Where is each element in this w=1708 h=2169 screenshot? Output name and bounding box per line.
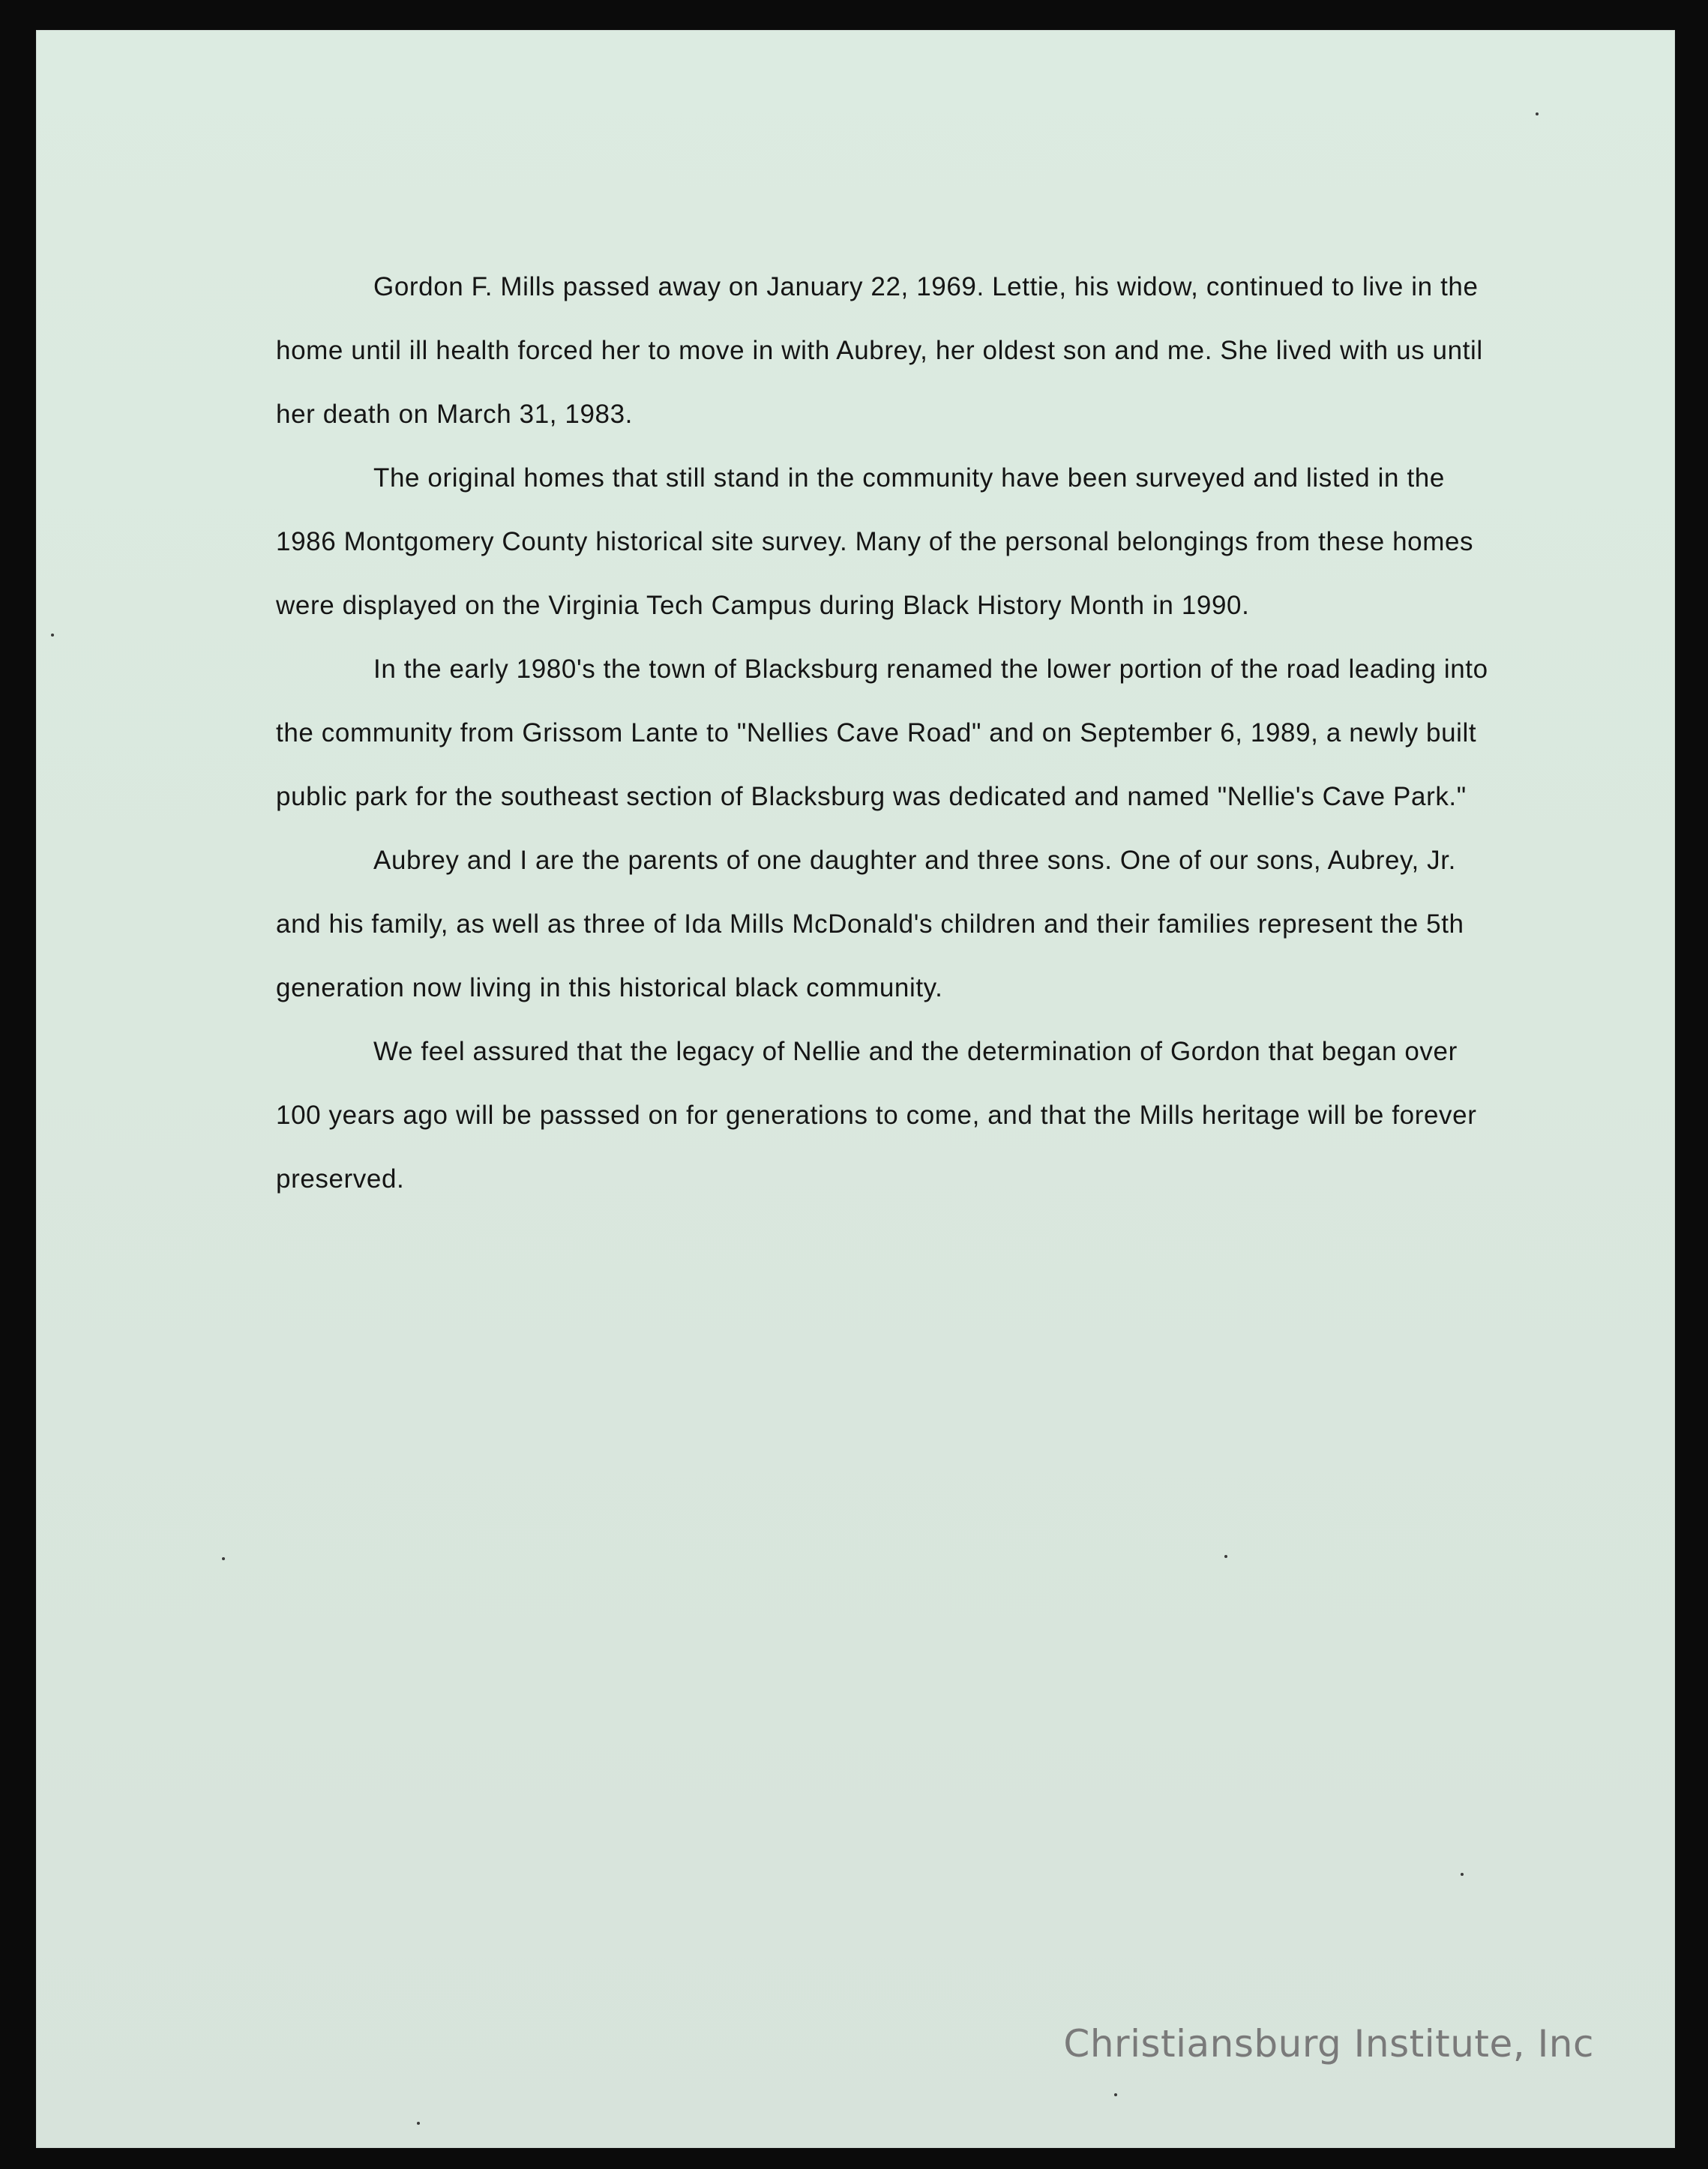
paper-speck	[417, 2122, 420, 2125]
paper-speck	[51, 634, 54, 637]
paragraph-4: Aubrey and I are the parents of one daughter and three sons. One of our sons, Aubrey, Jr. and his family, as well as three of Ida Mills McDonald's children and their families represent the 5th generation now living in this historical black community.	[276, 846, 1464, 1002]
document-body	[276, 255, 1491, 1211]
paper-speck	[1114, 2093, 1117, 2096]
paper-speck	[222, 1557, 225, 1560]
watermark-text: Christiansburg Institute, Inc	[1063, 2022, 1594, 2066]
paragraph-1: Gordon F. Mills passed away on January 22, 1969. Lettie, his widow, continued to live in the home until ill health forced her to move in with Aubrey, her oldest son and me. She lived with us until her death on March 31, 1983.	[276, 272, 1483, 429]
paragraph-3: In the early 1980's the town of Blacksburg renamed the lower portion of the road leading into the community from Grissom Lante to "Nellies Cave Road" and on September 6, 1989, a newly built public park for the southeast section of Blacksburg was dedicated and named "Nellie's Cave Park."	[276, 655, 1488, 811]
paper-speck	[1461, 1873, 1464, 1876]
document-page	[36, 30, 1675, 2148]
paper-speck	[1536, 112, 1539, 115]
paragraph-2: The original homes that still stand in the community have been surveyed and listed in the 1986 Montgomery County historical site survey. Many of the personal belongings from these homes were displayed on the Virginia Tech Campus during Black History Month in 1990.	[276, 463, 1474, 620]
paper-speck	[1224, 1555, 1227, 1558]
paragraph-5: We feel assured that the legacy of Nellie and the determination of Gordon that began over 100 years ago will be passsed on for generations to come, and that the Mills heritage will be forever preserved.	[276, 1037, 1477, 1194]
